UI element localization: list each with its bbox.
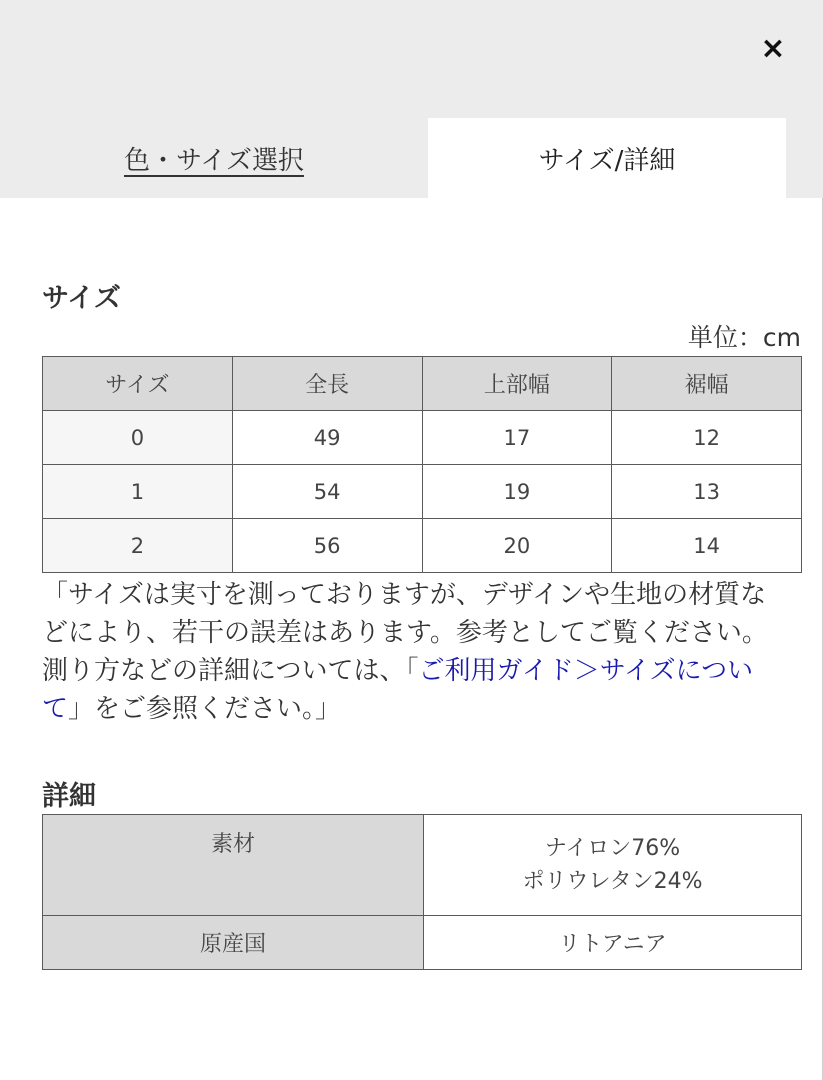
table-row: [43, 916, 802, 970]
tab-size-detail[interactable]: サイズ/詳細: [428, 118, 786, 198]
note-text-end: 」をご参照ください。」: [68, 694, 342, 724]
table-cell: 12: [612, 411, 802, 465]
table-cell: 17: [422, 411, 612, 465]
material-line: ナイロン76%: [544, 836, 681, 861]
table-row: [43, 465, 802, 519]
detail-label: 原産国: [43, 916, 424, 970]
table-cell: 49: [232, 411, 422, 465]
detail-heading: 詳細: [42, 781, 96, 812]
table-cell: 54: [232, 465, 422, 519]
table-cell: 19: [422, 465, 612, 519]
column-header: 上部幅: [422, 357, 612, 411]
table-row: [43, 815, 802, 916]
tab-color-size-select[interactable]: [0, 118, 428, 198]
close-icon[interactable]: ×: [760, 31, 786, 66]
table-cell: 1: [43, 465, 233, 519]
size-heading: サイズ: [42, 283, 121, 314]
table-cell: 20: [422, 519, 612, 573]
table-cell: 0: [43, 411, 233, 465]
size-guide-link[interactable]: ご利用ガイド＞サイズについて: [42, 656, 754, 724]
table-row: [43, 411, 802, 465]
note-text: 「サイズは実寸を測っておりますが、デザインや生地の材質などにより、若干の誤差はあります。参考としてご覧ください。測り方などの詳細については、「: [42, 580, 768, 686]
table-header-row: [43, 357, 802, 411]
table-row: [43, 519, 802, 573]
table-cell: 14: [612, 519, 802, 573]
size-table: [42, 356, 802, 573]
size-note: [42, 576, 792, 728]
column-header: サイズ: [43, 357, 233, 411]
table-cell: 13: [612, 465, 802, 519]
table-cell: 56: [232, 519, 422, 573]
material-line: ポリウレタン24%: [522, 869, 703, 894]
detail-label: 素材: [43, 815, 424, 916]
detail-value: リトアニア: [424, 916, 802, 970]
table-cell: 2: [43, 519, 233, 573]
detail-value: [424, 815, 802, 916]
unit-label: 単位：cm: [687, 323, 801, 352]
tab-label: 色・サイズ選択: [124, 145, 304, 176]
column-header: 全長: [232, 357, 422, 411]
column-header: 裾幅: [612, 357, 802, 411]
detail-table: [42, 814, 802, 970]
